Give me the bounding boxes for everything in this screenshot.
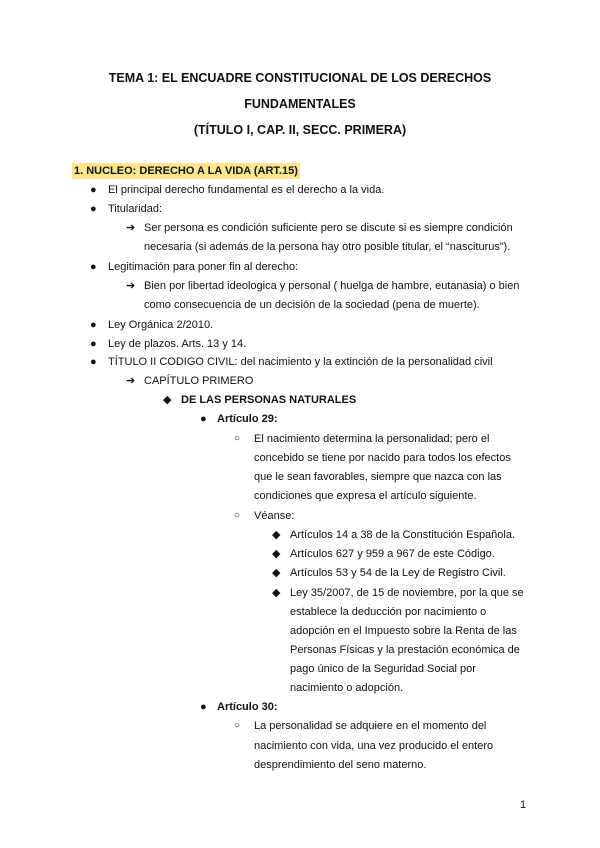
list-item: Bien por libertad ideologica y personal ( huelga de hambre, eutanasia) o bien	[144, 280, 520, 292]
list-item-continuation: Personas Físicas y la prestación económica de	[290, 644, 520, 656]
arrow-icon: ➔	[126, 222, 136, 234]
diamond-bullet-icon: ◆	[272, 529, 281, 541]
bullet-icon: ●	[200, 701, 207, 713]
list-item: Legitimación para poner fin al derecho:	[108, 261, 299, 273]
document-title-line-1: TEMA 1: EL ENCUADRE CONSTITUCIONAL DE LOS DERECHOS	[108, 71, 492, 85]
list-item-continuation: establece la deducción por nacimiento o	[290, 606, 487, 618]
list-item: Véanse:	[254, 510, 295, 522]
list-item-continuation: pago único de la Seguridad Social por	[290, 663, 476, 675]
article-heading: Artículo 29:	[217, 413, 278, 425]
list-item: Ser persona es condición suficiente pero se discute si es siempre condición	[144, 222, 513, 234]
list-item: TÍTULO II CODIGO CIVIL: del nacimiento y la extinción de la personalidad civil	[108, 356, 493, 368]
circle-bullet-icon: ○	[234, 720, 241, 731]
list-item-continuation: necesaria (si además de la persona hay otro posible titular, el “nasciturus”).	[144, 241, 511, 253]
article-text-line: El nacimiento determina la personalidad; pero el	[254, 433, 490, 445]
bullet-icon: ●	[90, 261, 97, 273]
list-item-continuation: nacimiento o adopción.	[290, 682, 404, 694]
list-item: Artículos 53 y 54 de la Ley de Registro Civil.	[290, 567, 506, 579]
arrow-icon: ➔	[126, 375, 136, 387]
article-heading: Artículo 30:	[217, 701, 278, 713]
list-item: CAPÍTULO PRIMERO	[144, 375, 254, 387]
bullet-icon: ●	[90, 319, 97, 331]
list-item: Ley 35/2007, de 15 de noviembre, por la que se	[290, 587, 524, 599]
list-item-heading: DE LAS PERSONAS NATURALES	[181, 394, 357, 406]
diamond-bullet-icon: ◆	[272, 587, 281, 599]
article-text-line: desprendimiento del seno materno.	[254, 759, 427, 771]
diamond-bullet-icon: ◆	[272, 567, 281, 579]
document-title-line-2: FUNDAMENTALES	[244, 97, 356, 111]
list-item: Ley de plazos. Arts. 13 y 14.	[108, 338, 247, 350]
diamond-bullet-icon: ◆	[272, 548, 281, 560]
circle-bullet-icon: ○	[234, 510, 241, 521]
list-item: Titularidad:	[108, 203, 163, 215]
list-item-continuation: como consecuencia de un decisión de la sociedad (pena de muerte).	[144, 299, 480, 311]
list-item: Artículos 14 a 38 de la Constitución Española.	[290, 529, 516, 541]
bullet-icon: ●	[90, 356, 97, 368]
article-text-line: concebido se tiene por nacido para todos los efectos	[254, 452, 511, 464]
list-item: Ley Orgánica 2/2010.	[108, 319, 214, 331]
list-item: Artículos 627 y 959 a 967 de este Código.	[290, 548, 495, 560]
article-text-line: condiciones que expresa el artículo siguiente.	[254, 490, 477, 502]
diamond-bullet-icon: ◆	[163, 394, 172, 406]
bullet-icon: ●	[90, 184, 97, 196]
document-title-line-3: (TÍTULO I, CAP. II, SECC. PRIMERA)	[193, 123, 407, 137]
arrow-icon: ➔	[126, 280, 136, 292]
circle-bullet-icon: ○	[234, 433, 241, 444]
bullet-icon: ●	[90, 203, 97, 215]
article-text-line: que le sean favorables, siempre que nazca con las	[254, 471, 502, 483]
list-item-continuation: adopción en el Impuesto sobre la Renta de las	[290, 625, 517, 637]
list-item: El principal derecho fundamental es el derecho a la vida.	[108, 184, 385, 196]
page-number: 1	[520, 799, 527, 811]
article-text-line: nacimiento con vida, una vez producido el entero	[254, 740, 494, 752]
section-heading: 1. NUCLEO: DERECHO A LA VIDA (ART.15)	[74, 165, 298, 177]
bullet-icon: ●	[90, 338, 97, 350]
article-text-line: La personalidad se adquiere en el momento del	[254, 720, 487, 732]
bullet-icon: ●	[200, 413, 207, 425]
